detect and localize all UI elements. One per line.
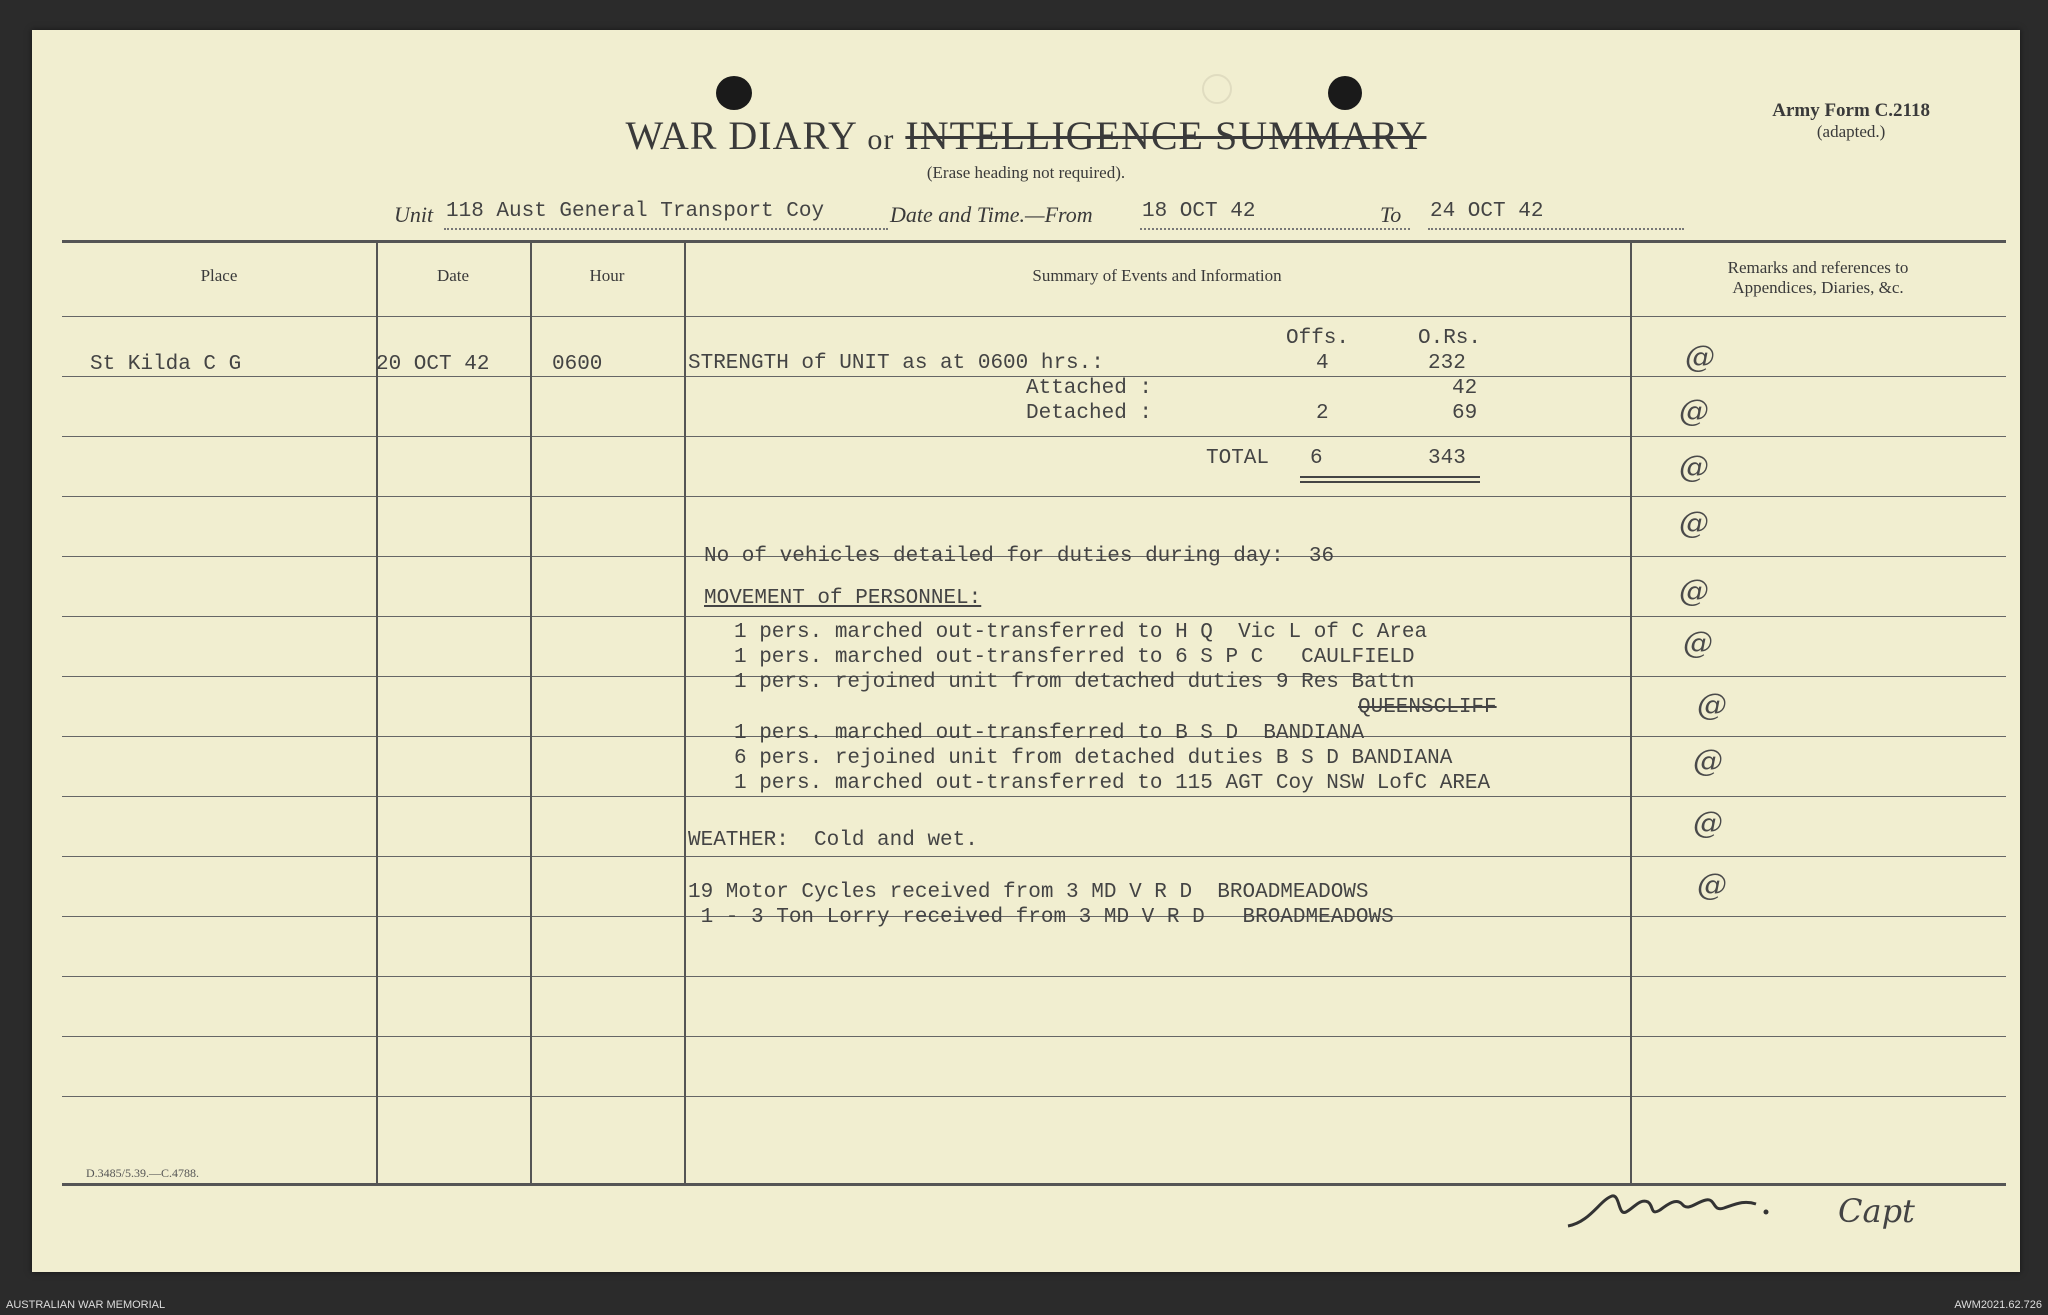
archive-reference: AWM2021.62.726 <box>1954 1299 2042 1311</box>
form-title <box>32 112 2020 159</box>
remark-at-sign: @ <box>1679 574 1709 609</box>
to-label: To <box>1380 202 1402 227</box>
col-header-summary: Summary of Events and Information <box>1032 266 1282 285</box>
total-ors: 343 <box>1428 447 1466 470</box>
movement-line: 1 pers. marched out-transferred to B S D BANDIANA <box>734 722 1365 745</box>
remark-at-sign: @ <box>1679 394 1709 429</box>
col-divider <box>530 240 532 1186</box>
col-header-place: Place <box>200 266 238 285</box>
unit-dotline <box>444 228 888 230</box>
weather-line: WEATHER: Cold and wet. <box>688 829 978 852</box>
remark-at-sign: @ <box>1683 626 1713 661</box>
title-or: or <box>867 123 895 156</box>
remark-at-sign: @ <box>1679 450 1709 485</box>
movement-line: 1 pers. marched out-transferred to 115 AGT Coy NSW LofC AREA <box>734 772 1491 795</box>
punch-hole <box>1328 76 1362 110</box>
total-offs: 6 <box>1310 447 1323 470</box>
row-rule <box>62 976 2006 977</box>
movement-line: 1 pers. marched out-transferred to 6 S P C CAULFIELD <box>734 646 1415 669</box>
remark-at-sign: @ <box>1693 744 1723 779</box>
col-divider <box>1630 240 1632 1186</box>
entry-place: St Kilda C G <box>90 353 242 376</box>
row-rule <box>62 316 2006 317</box>
total-double-underline <box>1300 476 1480 483</box>
remarks-header-line1: Remarks and references to <box>1727 258 1909 277</box>
row-rule <box>62 436 2006 437</box>
table-top-rule <box>62 240 2006 243</box>
vehicles-line: No of vehicles detailed for duties during day: 36 <box>704 545 1335 568</box>
movement-line: 1 pers. marched out-transferred to H Q Vic L of C Area <box>734 621 1428 644</box>
row-rule <box>62 616 2006 617</box>
army-form-note: (adapted.) <box>1816 122 1886 141</box>
to-dotline <box>1428 228 1684 230</box>
remark-at-sign: @ <box>1697 868 1727 903</box>
title-main: WAR DIARY <box>625 113 857 158</box>
total-label: TOTAL <box>1206 447 1270 470</box>
strength-col-offs: Offs. <box>1286 327 1350 350</box>
unit-label: Unit <box>394 202 434 227</box>
title-struck: INTELLIGENCE SUMMARY <box>905 113 1427 158</box>
diary-page <box>32 30 2020 1272</box>
attached-label: Attached : <box>1026 377 1153 400</box>
entry-date: 20 OCT 42 <box>376 353 490 376</box>
army-form-label <box>1772 100 1930 142</box>
diary-table <box>62 240 2006 1186</box>
archive-footer <box>0 1295 2048 1315</box>
from-value: 18 OCT 42 <box>1142 200 1256 223</box>
punch-hole-faint <box>1202 74 1232 104</box>
form-print-code: D.3485/5.39.—C.4788. <box>86 1166 200 1180</box>
entry-hour: 0600 <box>552 353 603 376</box>
remark-at-sign: @ <box>1697 688 1727 723</box>
row-rule <box>62 1036 2006 1037</box>
attached-ors: 42 <box>1452 377 1478 400</box>
col-header-hour: Hour <box>589 266 625 285</box>
detached-ors: 69 <box>1452 402 1478 425</box>
remark-at-sign: @ <box>1679 506 1709 541</box>
strength-label: STRENGTH of UNIT as at 0600 hrs.: <box>688 352 1104 375</box>
received-line: 1 - 3 Ton Lorry received from 3 MD V R D BROADMEADOWS <box>688 906 1394 929</box>
remarks-header-line2: Appendices, Diaries, &c. <box>1732 278 1904 297</box>
remark-at-sign: @ <box>1693 806 1723 841</box>
punch-hole <box>716 76 752 110</box>
signature-rank: Capt <box>1838 1192 1915 1230</box>
movement-line: 6 pers. rejoined unit from detached duties B S D BANDIANA <box>734 747 1453 770</box>
strength-col-ors: O.Rs. <box>1418 327 1482 350</box>
remark-at-sign: @ <box>1685 340 1715 375</box>
to-value: 24 OCT 42 <box>1430 200 1544 223</box>
col-divider <box>684 240 686 1186</box>
movement-line: 1 pers. rejoined unit from detached duties 9 Res Battn <box>734 671 1415 694</box>
unit-value: 118 Aust General Transport Coy <box>446 200 825 223</box>
col-header-date: Date <box>436 266 470 285</box>
row-rule <box>62 496 2006 497</box>
col-header-remarks <box>1630 258 2006 298</box>
detached-label: Detached : <box>1026 402 1153 425</box>
date-time-label: Date and Time.—From <box>890 202 1093 227</box>
from-dotline <box>1140 228 1410 230</box>
movement-line: QUEENSCLIFF <box>1358 696 1497 719</box>
strength-offs: 4 <box>1316 352 1329 375</box>
received-line: 19 Motor Cycles received from 3 MD V R D BROADMEADOWS <box>688 881 1369 904</box>
row-rule <box>62 856 2006 857</box>
signature <box>1560 1182 1820 1242</box>
movement-heading: MOVEMENT of PERSONNEL: <box>704 587 982 610</box>
col-divider <box>376 240 378 1186</box>
detached-offs: 2 <box>1316 402 1329 425</box>
strength-ors: 232 <box>1428 352 1466 375</box>
form-subtitle: (Erase heading not required). <box>926 163 1126 182</box>
army-form-number: Army Form C.2118 <box>1772 100 1930 121</box>
row-rule <box>62 1096 2006 1097</box>
archive-name: AUSTRALIAN WAR MEMORIAL <box>6 1299 166 1311</box>
